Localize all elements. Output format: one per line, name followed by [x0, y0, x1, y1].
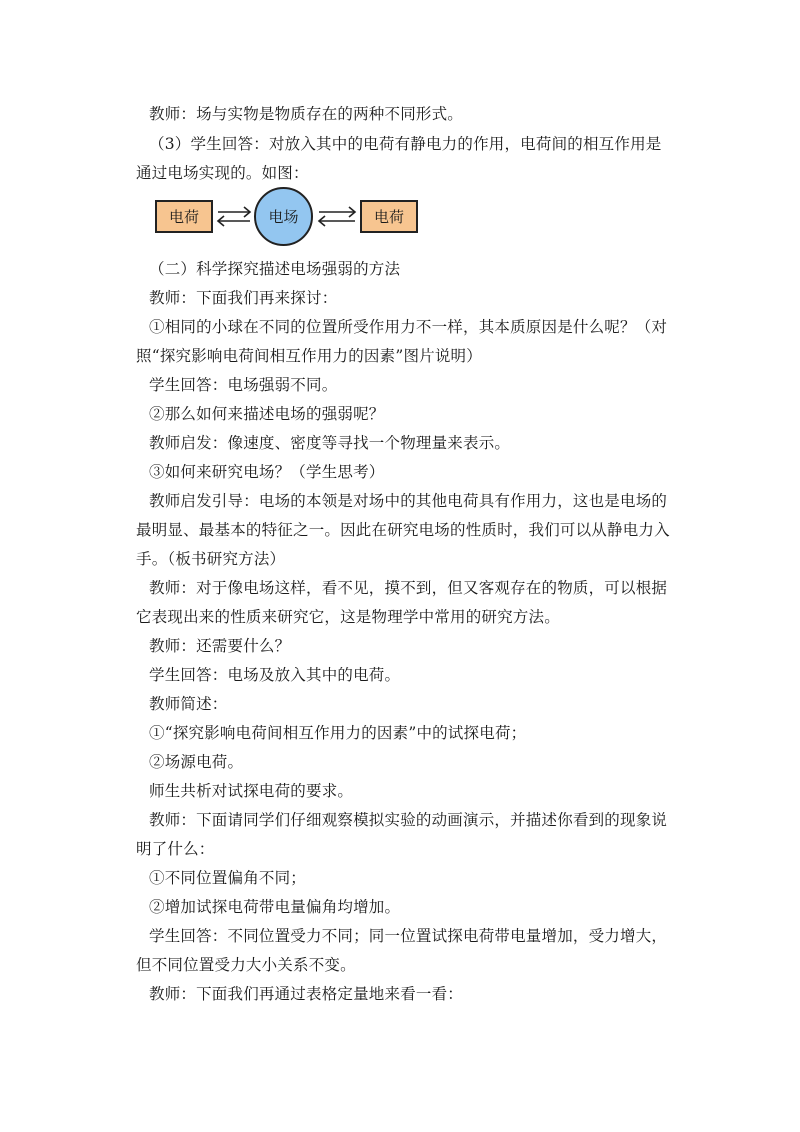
diagram-charge-box-right: 电荷 — [360, 200, 418, 233]
paragraph-17: 师生共析对试探电荷的要求。 — [149, 782, 354, 800]
paragraph-18: 教师：下面请同学们仔细观察模拟实验的动画演示，并描述你看到的现象说明了什么： — [136, 811, 668, 858]
paragraph-9: ③如何来研究电场？（学生思考） — [149, 463, 385, 481]
diagram-charge-box-left: 电荷 — [155, 200, 213, 233]
paragraph-8: 教师启发：像速度、密度等寻找一个物理量来表示。 — [149, 434, 511, 452]
paragraph-21: 学生回答：不同位置受力不同；同一位置试探电荷带电量增加，受力增大，但不同位置受力大小关系不变。 — [136, 927, 668, 974]
paragraph-1: 教师：场与实物是物质存在的两种不同形式。 — [149, 105, 464, 123]
paragraph-4: 教师：下面我们再来探讨： — [149, 289, 338, 307]
double-arrow-icon-left — [214, 203, 254, 229]
paragraph-22: 教师：下面我们再通过表格定量地来看一看： — [149, 985, 464, 1003]
paragraph-12: 教师：还需要什么？ — [149, 637, 291, 655]
paragraph-2: （3）学生回答：对放入其中的电荷有静电力的作用，电荷间的相互作用是通过电场实现的。如图： — [136, 135, 662, 182]
paragraph-15: ①“探究影响电荷间相互作用力的因素”中的试探电荷； — [149, 724, 527, 742]
paragraph-5: ①相同的小球在不同的位置所受作用力不一样，其本质原因是什么呢？（对照“探究影响电荷间相互作用力的因素”图片说明） — [136, 318, 668, 365]
paragraph-11: 教师：对于像电场这样，看不见，摸不到，但又客观存在的物质，可以根据它表现出来的性质来研究它，这是物理学中常用的研究方法。 — [136, 579, 668, 626]
paragraph-6: 学生回答：电场强弱不同。 — [149, 376, 338, 394]
paragraph-19: ①不同位置偏角不同； — [149, 869, 307, 887]
paragraph-13: 学生回答：电场及放入其中的电荷。 — [149, 666, 401, 684]
paragraph-16: ②场源电荷。 — [149, 753, 244, 771]
paragraph-10: 教师启发引导：电场的本领是对场中的其他电荷具有作用力，这也是电场的最明显、最基本的特征之一。因此在研究电场的性质时，我们可以从静电力入手。（板书研究方法） — [136, 492, 670, 568]
paragraph-7: ②那么如何来描述电场的强弱呢？ — [149, 405, 385, 423]
section-heading: （二）科学探究描述电场强弱的方法 — [149, 260, 401, 278]
paragraph-20: ②增加试探电荷带电量偏角均增加。 — [149, 898, 401, 916]
double-arrow-icon-right — [315, 203, 359, 229]
diagram-field-circle: 电场 — [254, 187, 313, 246]
paragraph-14: 教师简述： — [149, 695, 228, 713]
